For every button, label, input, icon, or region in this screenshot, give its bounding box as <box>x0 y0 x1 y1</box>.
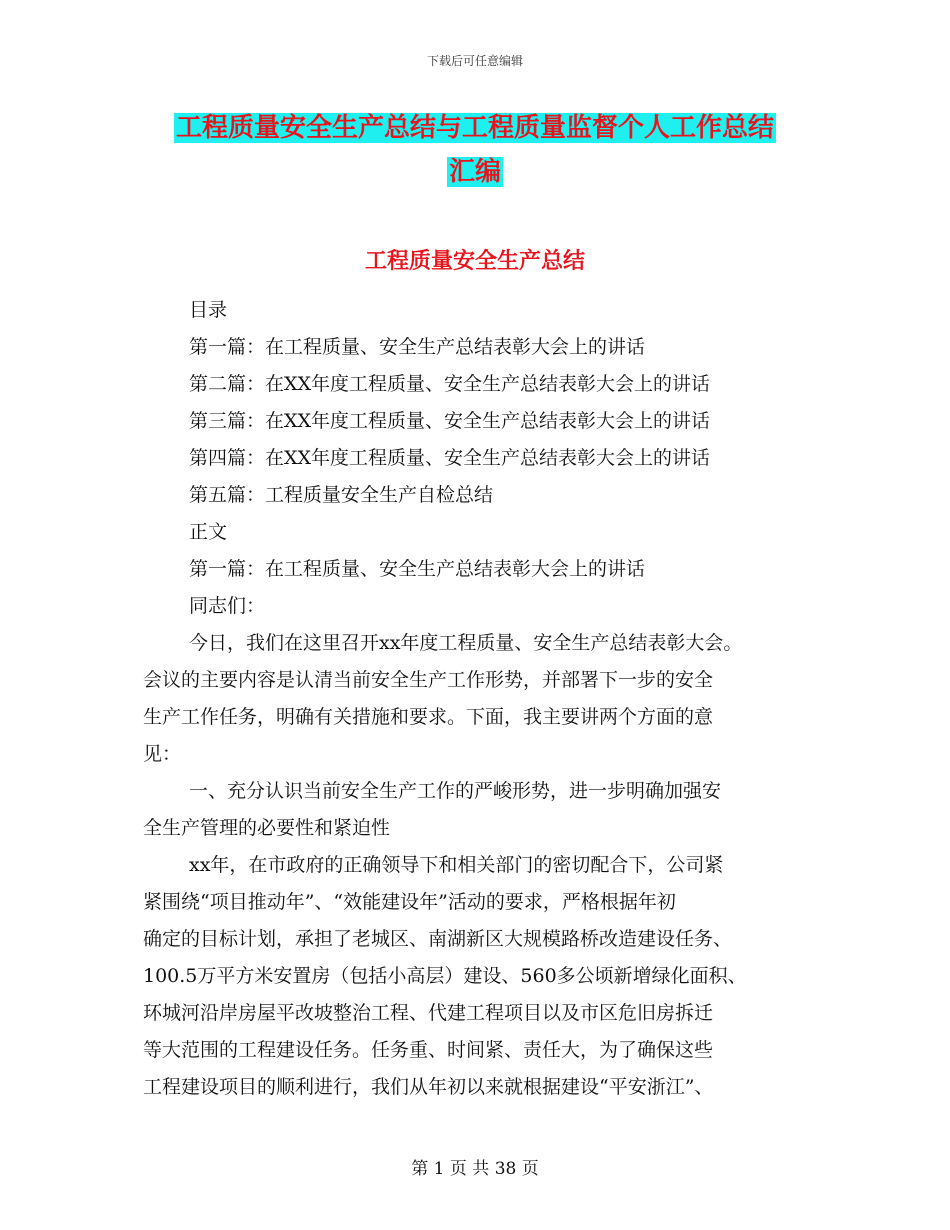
toc-item-1: 第一篇：在工程质量、安全生产总结表彰大会上的讲话 <box>189 336 646 358</box>
section-heading-line: 一、充分认识当前安全生产工作的严峻形势，进一步明确加强安 <box>189 780 722 802</box>
paragraph-line: 确定的目标计划，承担了老城区、南湖新区大规模路桥改造建设任务、 <box>143 928 733 950</box>
paragraph-line: 会议的主要内容是认清当前安全生产工作形势，并部署下一步的安全 <box>143 669 714 691</box>
toc-item-3: 第三篇：在XX年度工程质量、安全生产总结表彰大会上的讲话 <box>189 410 711 432</box>
paragraph-line: 等大范围的工程建设任务。任务重、时间紧、责任大，为了确保这些 <box>143 1039 714 1061</box>
paragraph-line: 环城河沿岸房屋平改坡整治工程、代建工程项目以及市区危旧房拆迁 <box>143 1002 714 1024</box>
paragraph-line: 今日，我们在这里召开xx年度工程质量、安全生产总结表彰大会。 <box>189 632 743 654</box>
paragraph-line: 见： <box>143 743 182 765</box>
title-line-2: 汇编 <box>448 157 501 187</box>
section-title: 工程质量安全生产总结 <box>364 249 585 274</box>
header-note: 下载后可任意编辑 <box>426 54 523 68</box>
chapter-title: 第一篇：在工程质量、安全生产总结表彰大会上的讲话 <box>189 558 646 580</box>
salutation: 同志们： <box>189 595 266 617</box>
document-title <box>0 106 950 194</box>
document-body <box>143 292 823 1106</box>
paragraph-line: 工程建设项目的顺利进行，我们从年初以来就根据建设“平安浙江”、 <box>143 1076 714 1098</box>
paragraph-line: 紧围绕“项目推动年”、“效能建设年”活动的要求，严格根据年初 <box>143 891 676 913</box>
section-heading-line: 全生产管理的必要性和紧迫性 <box>143 817 391 839</box>
toc-item-4: 第四篇：在XX年度工程质量、安全生产总结表彰大会上的讲话 <box>189 447 711 469</box>
paragraph-line: xx年，在市政府的正确领导下和相关部门的密切配合下，公司紧 <box>189 854 724 876</box>
paragraph-line: 生产工作任务，明确有关措施和要求。下面，我主要讲两个方面的意 <box>143 706 714 728</box>
body-heading: 正文 <box>189 521 228 543</box>
page-footer: 第 1 页 共 38 页 <box>411 1159 539 1179</box>
toc-item-5: 第五篇：工程质量安全生产自检总结 <box>189 484 494 506</box>
paragraph-line: 100.5万平方米安置房（包括小高层）建设、560多公顷新增绿化面积、 <box>143 965 747 987</box>
toc-item-2: 第二篇：在XX年度工程质量、安全生产总结表彰大会上的讲话 <box>189 373 711 395</box>
toc-heading: 目录 <box>189 299 228 321</box>
title-line-1: 工程质量安全生产总结与工程质量监督个人工作总结 <box>175 113 774 143</box>
